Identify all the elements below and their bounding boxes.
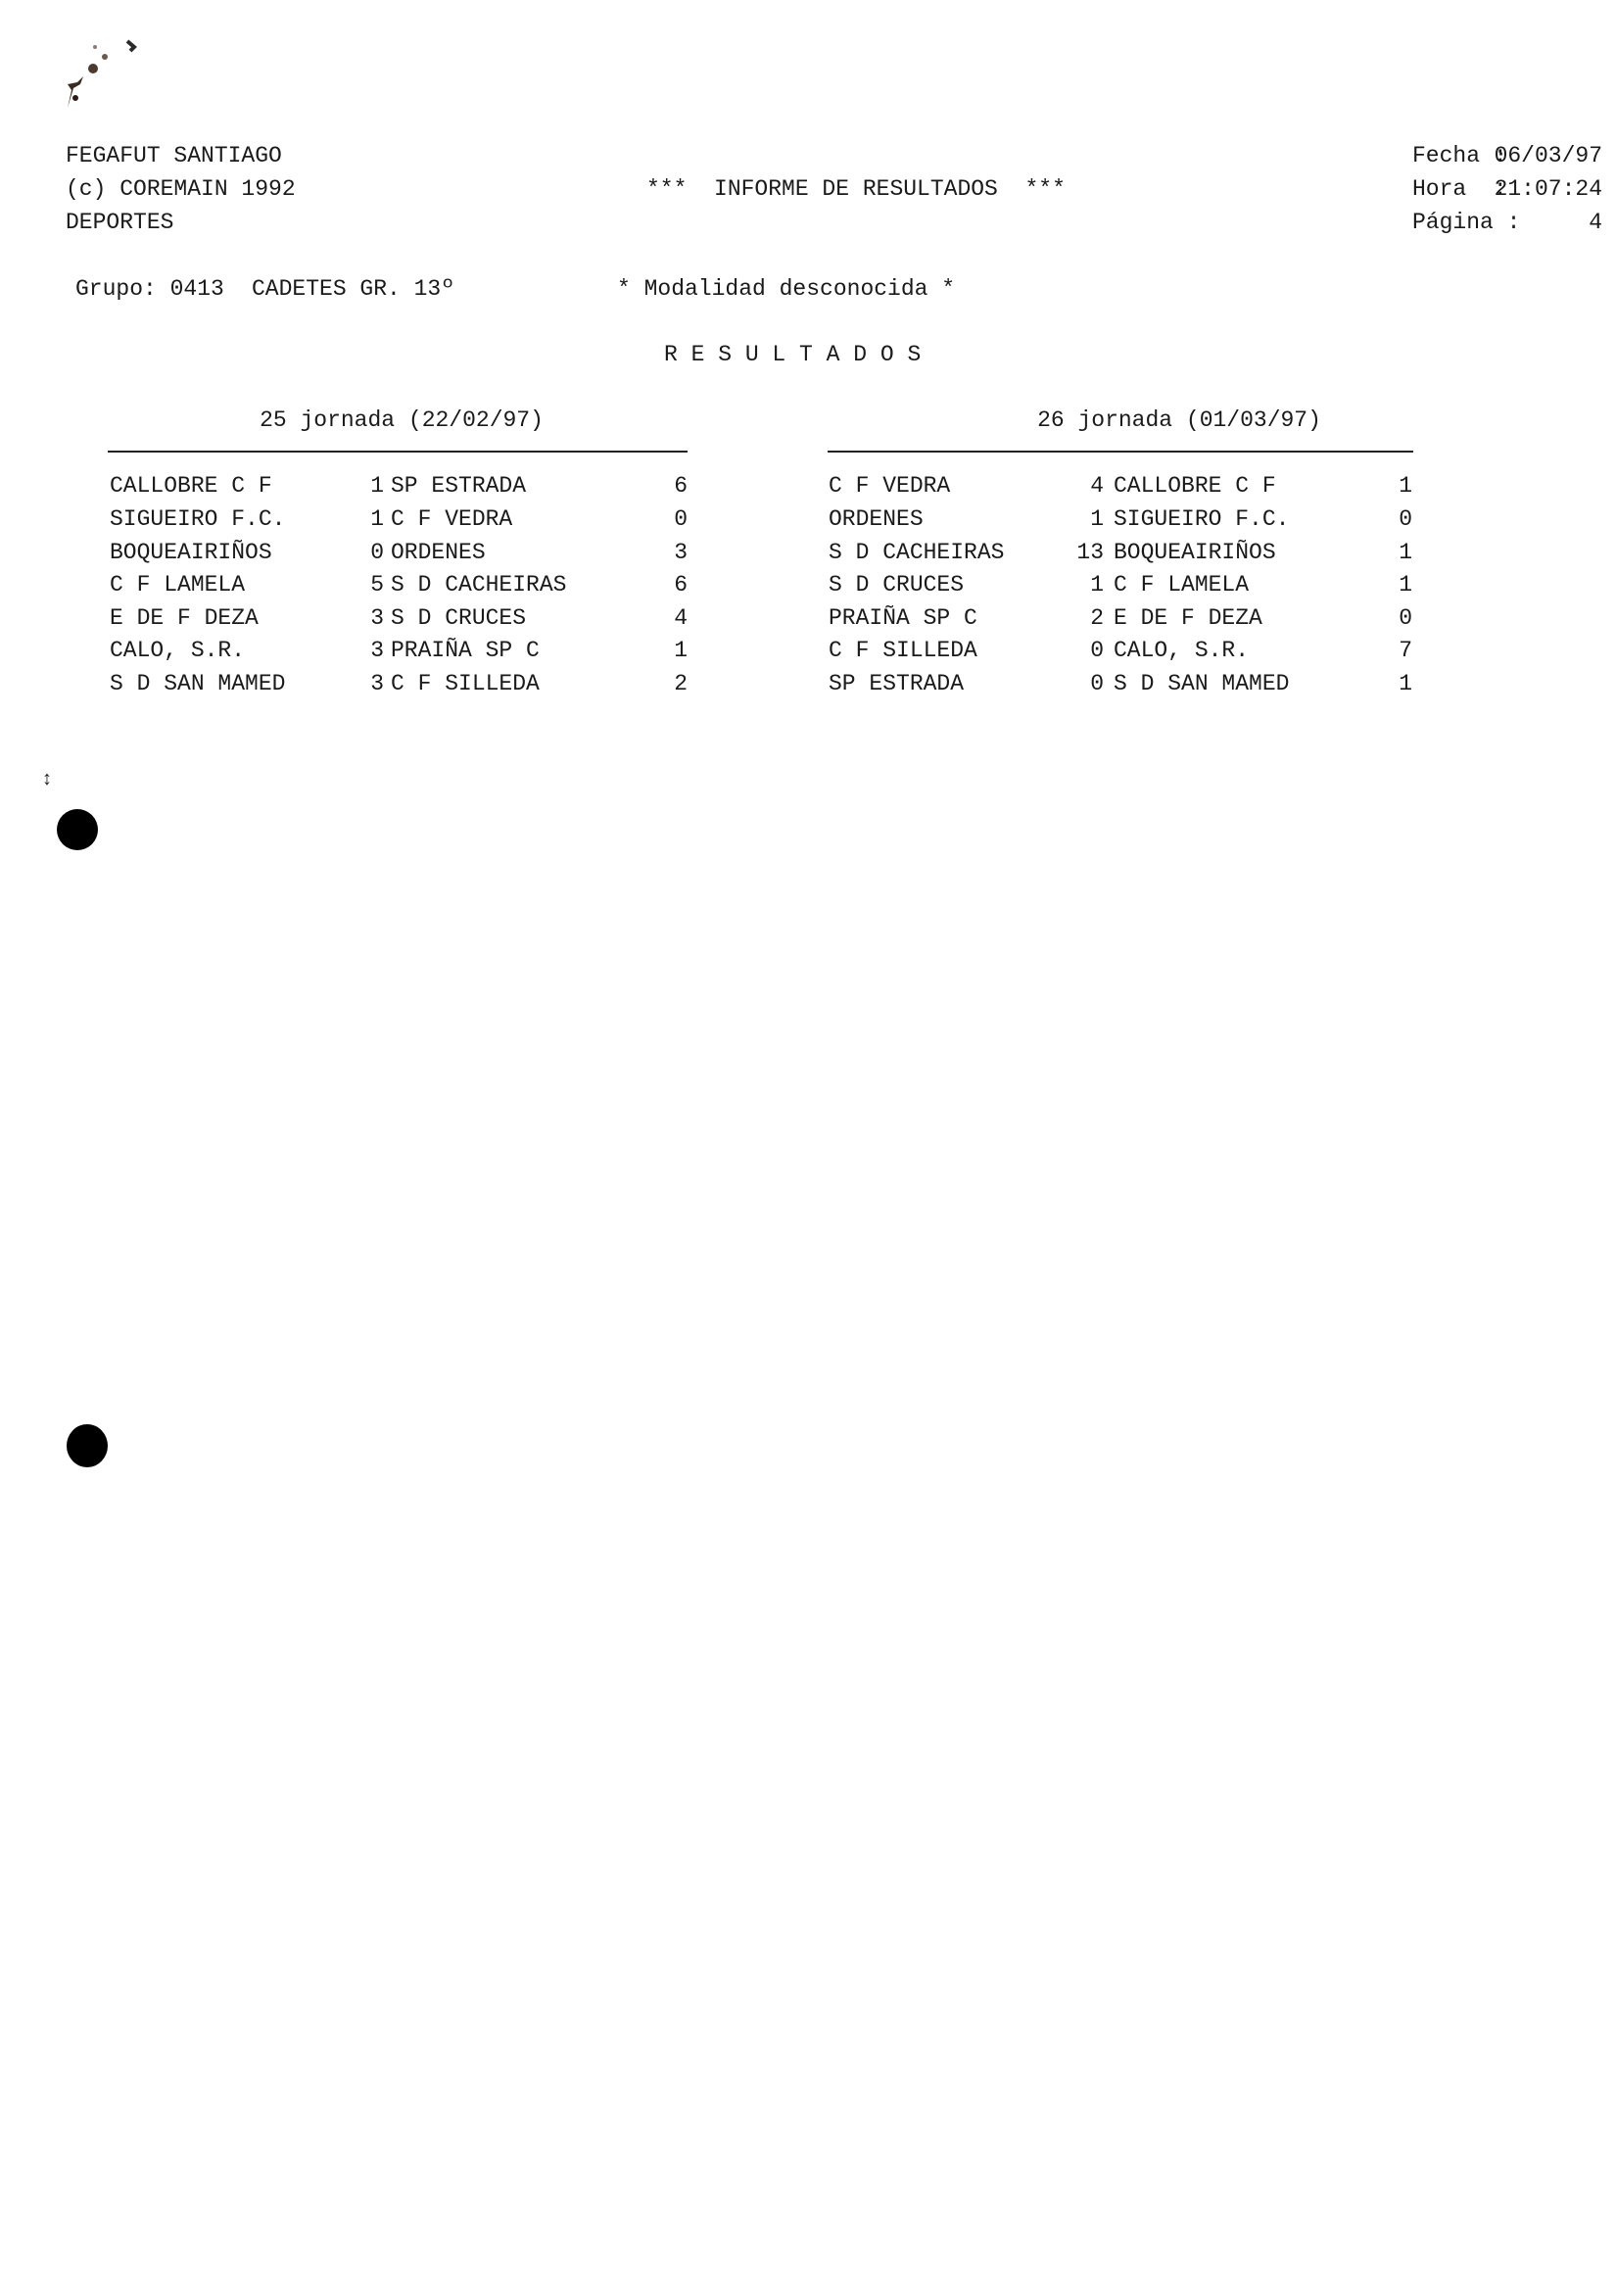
jornada-divider <box>828 451 1413 453</box>
home-team: S D CACHEIRAS <box>829 540 1005 565</box>
fecha-value: 06/03/97 <box>1494 143 1602 168</box>
match-row <box>0 470 1567 502</box>
home-team: S D CRUCES <box>829 572 965 598</box>
section-title: R E S U L T A D O S <box>664 342 922 367</box>
modalidad-note: * Modalidad desconocida * <box>617 276 956 302</box>
away-team: PRAIÑA SP C <box>391 638 540 663</box>
home-team: CALLOBRE C F <box>110 473 272 499</box>
away-team: SP ESTRADA <box>391 473 527 499</box>
away-team: CALLOBRE C F <box>1114 473 1276 499</box>
away-goals: 0 <box>1399 605 1412 631</box>
away-team: C F LAMELA <box>1114 572 1250 598</box>
home-goals: 1 <box>1090 506 1104 532</box>
away-goals: 2 <box>674 671 688 696</box>
pagina-value: 4 <box>1589 210 1602 235</box>
home-team: ORDENES <box>829 506 924 532</box>
home-team: S D SAN MAMED <box>110 671 286 696</box>
home-team: CALO, S.R. <box>110 638 246 663</box>
away-goals: 1 <box>1399 671 1412 696</box>
home-team: SIGUEIRO F.C. <box>110 506 286 532</box>
home-team: BOQUEAIRIÑOS <box>110 540 272 565</box>
fecha-label: Fecha : <box>1412 143 1507 168</box>
hora-value: 21:07:24 <box>1494 176 1602 202</box>
home-team: C F LAMELA <box>110 572 246 598</box>
away-goals: 3 <box>674 540 688 565</box>
away-goals: 1 <box>1399 540 1412 565</box>
jornada-title: 26 jornada (01/03/97) <box>1037 407 1321 433</box>
away-goals: 4 <box>674 605 688 631</box>
away-team: C F SILLEDA <box>391 671 540 696</box>
away-team: S D CACHEIRAS <box>391 572 567 598</box>
home-goals: 5 <box>370 572 384 598</box>
scan-smudge-mark <box>54 29 152 118</box>
home-goals: 3 <box>370 671 384 696</box>
home-goals: 2 <box>1090 605 1104 631</box>
jornada-title: 25 jornada (22/02/97) <box>260 407 544 433</box>
away-goals: 1 <box>1399 572 1412 598</box>
home-goals: 1 <box>370 506 384 532</box>
away-goals: 0 <box>1399 506 1412 532</box>
home-goals: 1 <box>1090 572 1104 598</box>
home-team: C F VEDRA <box>829 473 951 499</box>
match-row <box>0 537 1567 569</box>
match-row <box>0 503 1567 536</box>
arrow-mark-icon: ↕ <box>41 769 54 791</box>
away-team: S D CRUCES <box>391 605 527 631</box>
away-team: S D SAN MAMED <box>1114 671 1290 696</box>
org-line-1: FEGAFUT SANTIAGO <box>66 143 282 168</box>
report-title: *** INFORME DE RESULTADOS *** <box>646 176 1066 202</box>
org-line-3: DEPORTES <box>66 210 174 235</box>
home-team: E DE F DEZA <box>110 605 259 631</box>
group-category: CADETES GR. 13º <box>252 276 455 302</box>
home-goals: 0 <box>1090 671 1104 696</box>
away-goals: 6 <box>674 473 688 499</box>
home-team: PRAIÑA SP C <box>829 605 977 631</box>
grupo-code: Grupo: 0413 <box>75 276 224 302</box>
away-goals: 6 <box>674 572 688 598</box>
match-row <box>0 602 1567 635</box>
punch-hole-mark <box>57 809 98 850</box>
away-team: ORDENES <box>391 540 486 565</box>
pagina-label: Página : <box>1412 210 1521 235</box>
home-goals: 3 <box>370 605 384 631</box>
home-goals: 1 <box>370 473 384 499</box>
punch-hole-mark <box>67 1424 108 1467</box>
home-team: C F SILLEDA <box>829 638 977 663</box>
home-goals: 13 <box>1076 540 1104 565</box>
away-team: CALO, S.R. <box>1114 638 1250 663</box>
away-goals: 1 <box>1399 473 1412 499</box>
home-goals: 3 <box>370 638 384 663</box>
away-team: C F VEDRA <box>391 506 513 532</box>
away-goals: 1 <box>674 638 688 663</box>
away-team: SIGUEIRO F.C. <box>1114 506 1290 532</box>
jornada-divider <box>108 451 688 453</box>
home-goals: 0 <box>1090 638 1104 663</box>
away-team: BOQUEAIRIÑOS <box>1114 540 1276 565</box>
match-row <box>0 635 1567 667</box>
away-team: E DE F DEZA <box>1114 605 1262 631</box>
match-row <box>0 668 1567 700</box>
home-goals: 0 <box>370 540 384 565</box>
away-goals: 0 <box>674 506 688 532</box>
hora-label: Hora : <box>1412 176 1507 202</box>
home-team: SP ESTRADA <box>829 671 965 696</box>
match-row <box>0 569 1567 601</box>
org-line-2: (c) COREMAIN 1992 <box>66 176 296 202</box>
away-goals: 7 <box>1399 638 1412 663</box>
home-goals: 4 <box>1090 473 1104 499</box>
